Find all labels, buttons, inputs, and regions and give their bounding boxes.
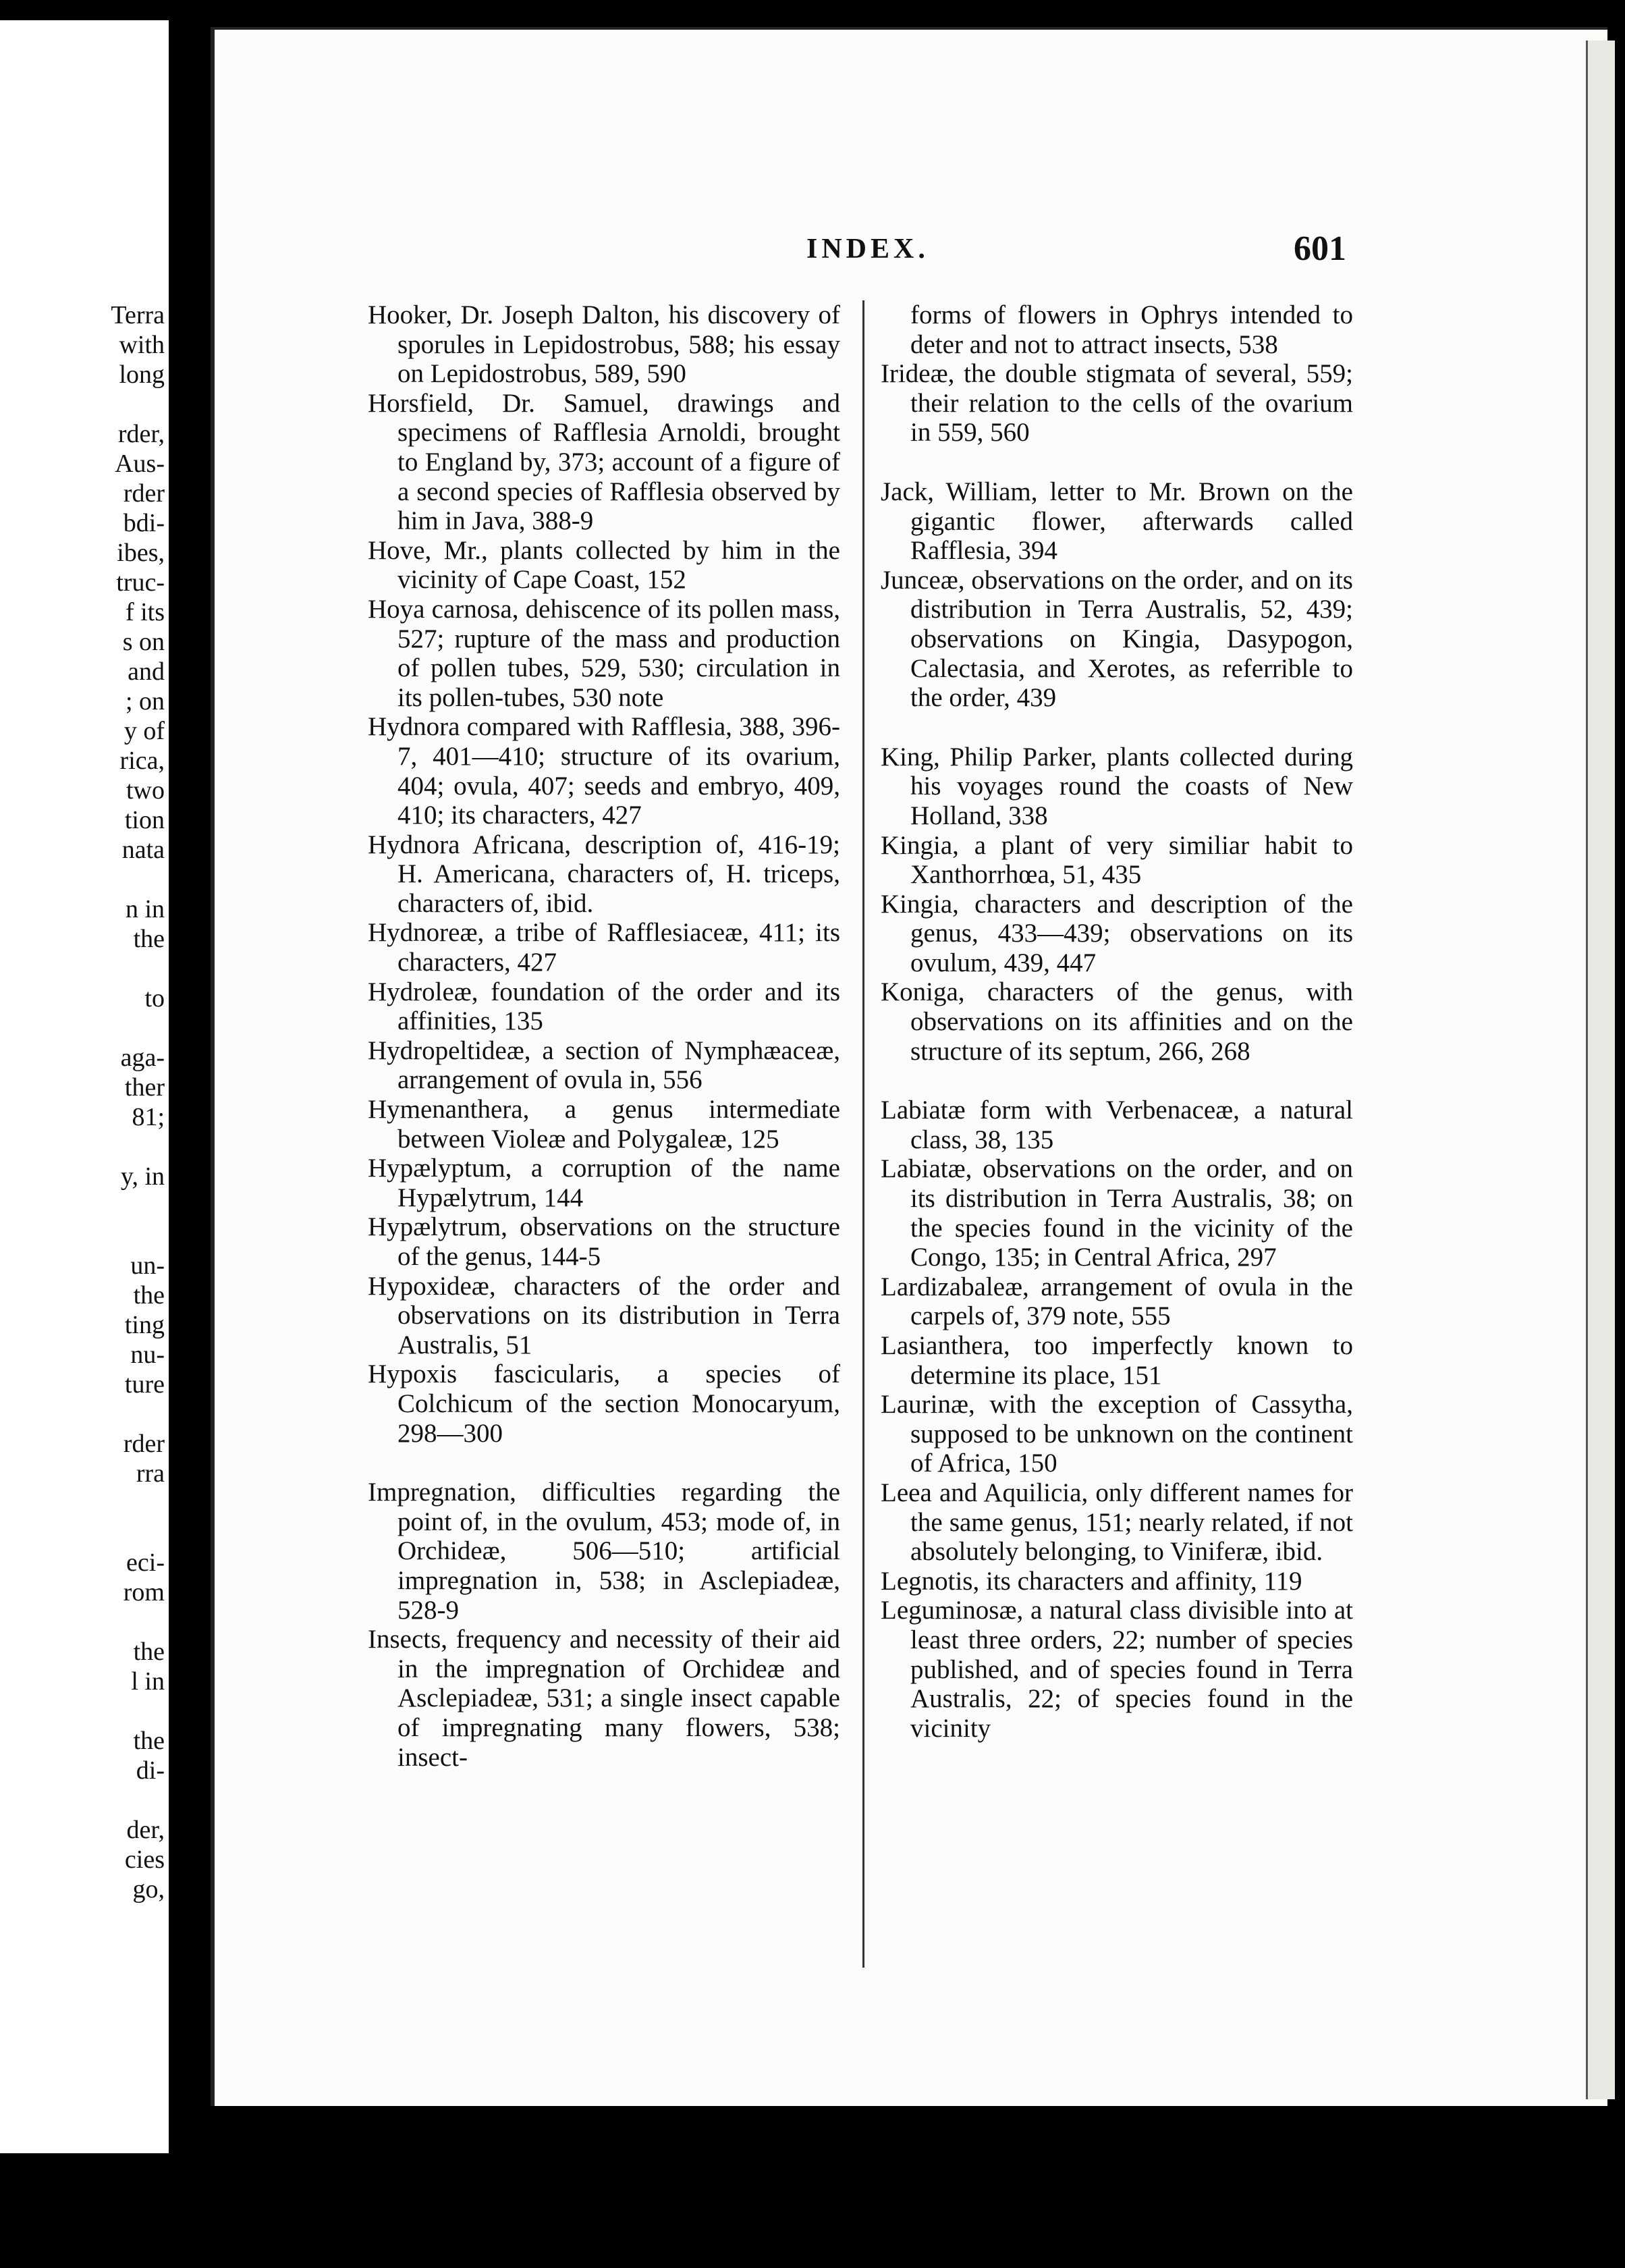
column-divider <box>862 300 864 1968</box>
index-entry: Kingia, characters and description of the genus, 433—439; observations on its ovulum, 439, 447 <box>881 889 1353 977</box>
index-entry: forms of flowers in Ophrys intended to deter and not to attract insects, 538 <box>910 300 1353 359</box>
facing-page-text: di- <box>136 1756 165 1785</box>
index-entry: Insects, frequency and necessity of their aid in the impregnation of Orchideæ and Asclepiadeæ, 531; a single insect capable of impregnating many flowers, 538; insect- <box>368 1625 840 1772</box>
index-entry: Kingia, a plant of very similiar habit to Xanthorrhœa, 51, 435 <box>881 830 1353 890</box>
facing-page-text: nata <box>121 836 165 864</box>
facing-page-text: the <box>133 1281 165 1310</box>
facing-page-text: Aus- <box>115 450 165 478</box>
index-entry: Leguminosæ, a natural class divisible into at least three orders, 22; number of species published, and of species found in Terra Australis, 22; of species found in the vicinity <box>881 1596 1353 1743</box>
facing-page-text: ture <box>124 1370 165 1399</box>
facing-page-text: 81; <box>132 1103 165 1131</box>
facing-page-text: y of <box>123 717 165 745</box>
facing-page-text: Terra <box>111 301 165 329</box>
index-entry: Hydnora compared with Rafflesia, 388, 396-7, 401—410; structure of its ovarium, 404; ovula, 407; seeds and embryo, 409, 410; its characters, 427 <box>368 712 840 830</box>
index-entry: Koniga, characters of the genus, with observations on its affinities and on the structure of its septum, 266, 268 <box>881 977 1353 1066</box>
index-entry: Hove, Mr., plants collected by him in the vicinity of Cape Coast, 152 <box>368 535 840 595</box>
facing-page-text: ting <box>124 1311 165 1339</box>
facing-page-text: cies <box>124 1845 165 1874</box>
running-header <box>806 230 1346 280</box>
index-entry: Hooker, Dr. Joseph Dalton, his discovery of sporules in Lepidostrobus, 588; his essay on Lepidostrobus, 589, 590 <box>368 300 840 389</box>
index-entry: Lasianthera, too imperfectly known to determine its place, 151 <box>881 1331 1353 1390</box>
index-entry: Laurinæ, with the exception of Cassytha, supposed to be unknown on the continent of Africa, 150 <box>881 1390 1353 1478</box>
facing-page-text: tion <box>124 806 165 834</box>
facing-page-text: with <box>119 331 165 359</box>
facing-page-text: rom <box>123 1578 165 1606</box>
facing-page-text: f its <box>125 598 165 626</box>
facing-page-text: the <box>133 1727 165 1755</box>
index-entry: Hypoxis fascicularis, a species of Colchicum of the section Monocaryum, 298—300 <box>368 1359 840 1448</box>
facing-page-text: rica, <box>119 747 165 775</box>
index-entry: Hypoxideæ, characters of the order and observations on its distribution in Terra Australis, 51 <box>368 1271 840 1359</box>
facing-page-text: rder <box>123 1430 165 1458</box>
index-column-left <box>368 300 840 1772</box>
index-entry: Hoya carnosa, dehiscence of its pollen mass, 527; rupture of the mass and production of pollen tubes, 529, 530; circulation in its pollen-tubes, 530 note <box>368 594 840 712</box>
index-entry: Legnotis, its characters and affinity, 119 <box>881 1566 1302 1596</box>
index-entry: Hypælyptum, a corruption of the name Hypælytrum, 144 <box>368 1154 840 1212</box>
facing-page-text: the <box>133 1638 165 1666</box>
index-entry: Hymenanthera, a genus intermediate between Violeæ and Polygaleæ, 125 <box>368 1095 840 1154</box>
facing-page-text: go, <box>132 1875 165 1904</box>
facing-page-text: truc- <box>116 568 165 597</box>
index-entry: Hydroleæ, foundation of the order and its affinities, 135 <box>368 977 840 1036</box>
facing-page-text: ther <box>124 1073 165 1102</box>
facing-page-text: and <box>128 657 165 686</box>
facing-page-text: n in <box>125 895 165 923</box>
header-title: INDEX. <box>806 234 929 265</box>
index-entry: Irideæ, the double stigmata of several, 559; their relation to the cells of the ovarium in 559, 560 <box>881 359 1353 448</box>
index-entry: Junceæ, observations on the order, and on its distribution in Terra Australis, 52, 439; observations on Kingia, Dasypogon, Calectasia, and Xerotes, as referrible to the order, 439 <box>881 565 1353 713</box>
facing-page-text: rder, <box>117 420 165 448</box>
facing-page-text: aga- <box>120 1044 165 1072</box>
facing-page-text: ; on <box>125 687 165 716</box>
facing-page-text: s on <box>122 628 165 656</box>
index-entry: Labiatæ form with Verbenaceæ, a natural class, 38, 135 <box>881 1096 1353 1154</box>
facing-page-text: nu- <box>130 1341 165 1369</box>
index-entry: Hydnora Africana, description of, 416-19; H. Americana, characters of, H. triceps, characters of, ibid. <box>368 830 840 918</box>
facing-page-text: l in <box>131 1667 165 1696</box>
facing-page-text: to <box>144 984 165 1013</box>
facing-page-text: der, <box>126 1816 165 1844</box>
facing-page-text: un- <box>130 1251 165 1280</box>
page-edge <box>1586 40 1615 2099</box>
facing-page-text: bdi- <box>123 509 165 537</box>
index-entry: Impregnation, difficulties regarding the point of, in the ovulum, 453; mode of, in Orchideæ, 506—510; artificial impregnation in, 538; in Asclepiadeæ, 528-9 <box>368 1478 840 1625</box>
index-entry: Leea and Aquilicia, only different names for the same genus, 151; nearly related, if not absolutely belonging, to Viniferæ, ibid. <box>881 1478 1353 1567</box>
index-entry: King, Philip Parker, plants collected during his voyages round the coasts of New Holland, 338 <box>881 742 1353 830</box>
facing-page-text: rder <box>123 479 165 508</box>
index-entry: Horsfield, Dr. Samuel, drawings and specimens of Rafflesia Arnoldi, brought to England by, 373; account of a figure of a second species of Rafflesia observed by him in Java, 388-9 <box>368 388 840 536</box>
facing-page-text: rra <box>136 1459 165 1488</box>
facing-page-text: long <box>119 360 165 389</box>
page-number: 601 <box>1294 230 1346 268</box>
facing-page-text: eci- <box>126 1548 165 1577</box>
index-entry: Hydnoreæ, a tribe of Rafflesiaceæ, 411; its characters, 427 <box>368 918 840 977</box>
index-entry: Hydropeltideæ, a section of Nymphæaceæ, arrangement of ovula in, 556 <box>368 1035 840 1095</box>
facing-page-text: the <box>133 925 165 953</box>
index-entry: Labiatæ, observations on the order, and on its distribution in Terra Australis, 38; on the species found in the vicinity of the Congo, 135; in Central Africa, 297 <box>881 1154 1353 1272</box>
facing-page-text: ibes, <box>117 539 165 567</box>
facing-page-fragment <box>0 20 169 2153</box>
index-entry: Lardizabaleæ, arrangement of ovula in the carpels of, 379 note, 555 <box>881 1272 1353 1331</box>
index-column-right <box>881 300 1353 1743</box>
facing-page-text: y, in <box>120 1162 165 1191</box>
facing-page-text: two <box>126 776 165 805</box>
index-entry: Jack, William, letter to Mr. Brown on the gigantic flower, afterwards called Rafflesia, 394 <box>881 477 1353 566</box>
index-entry: Hypælytrum, observations on the structure of the genus, 144-5 <box>368 1212 840 1271</box>
